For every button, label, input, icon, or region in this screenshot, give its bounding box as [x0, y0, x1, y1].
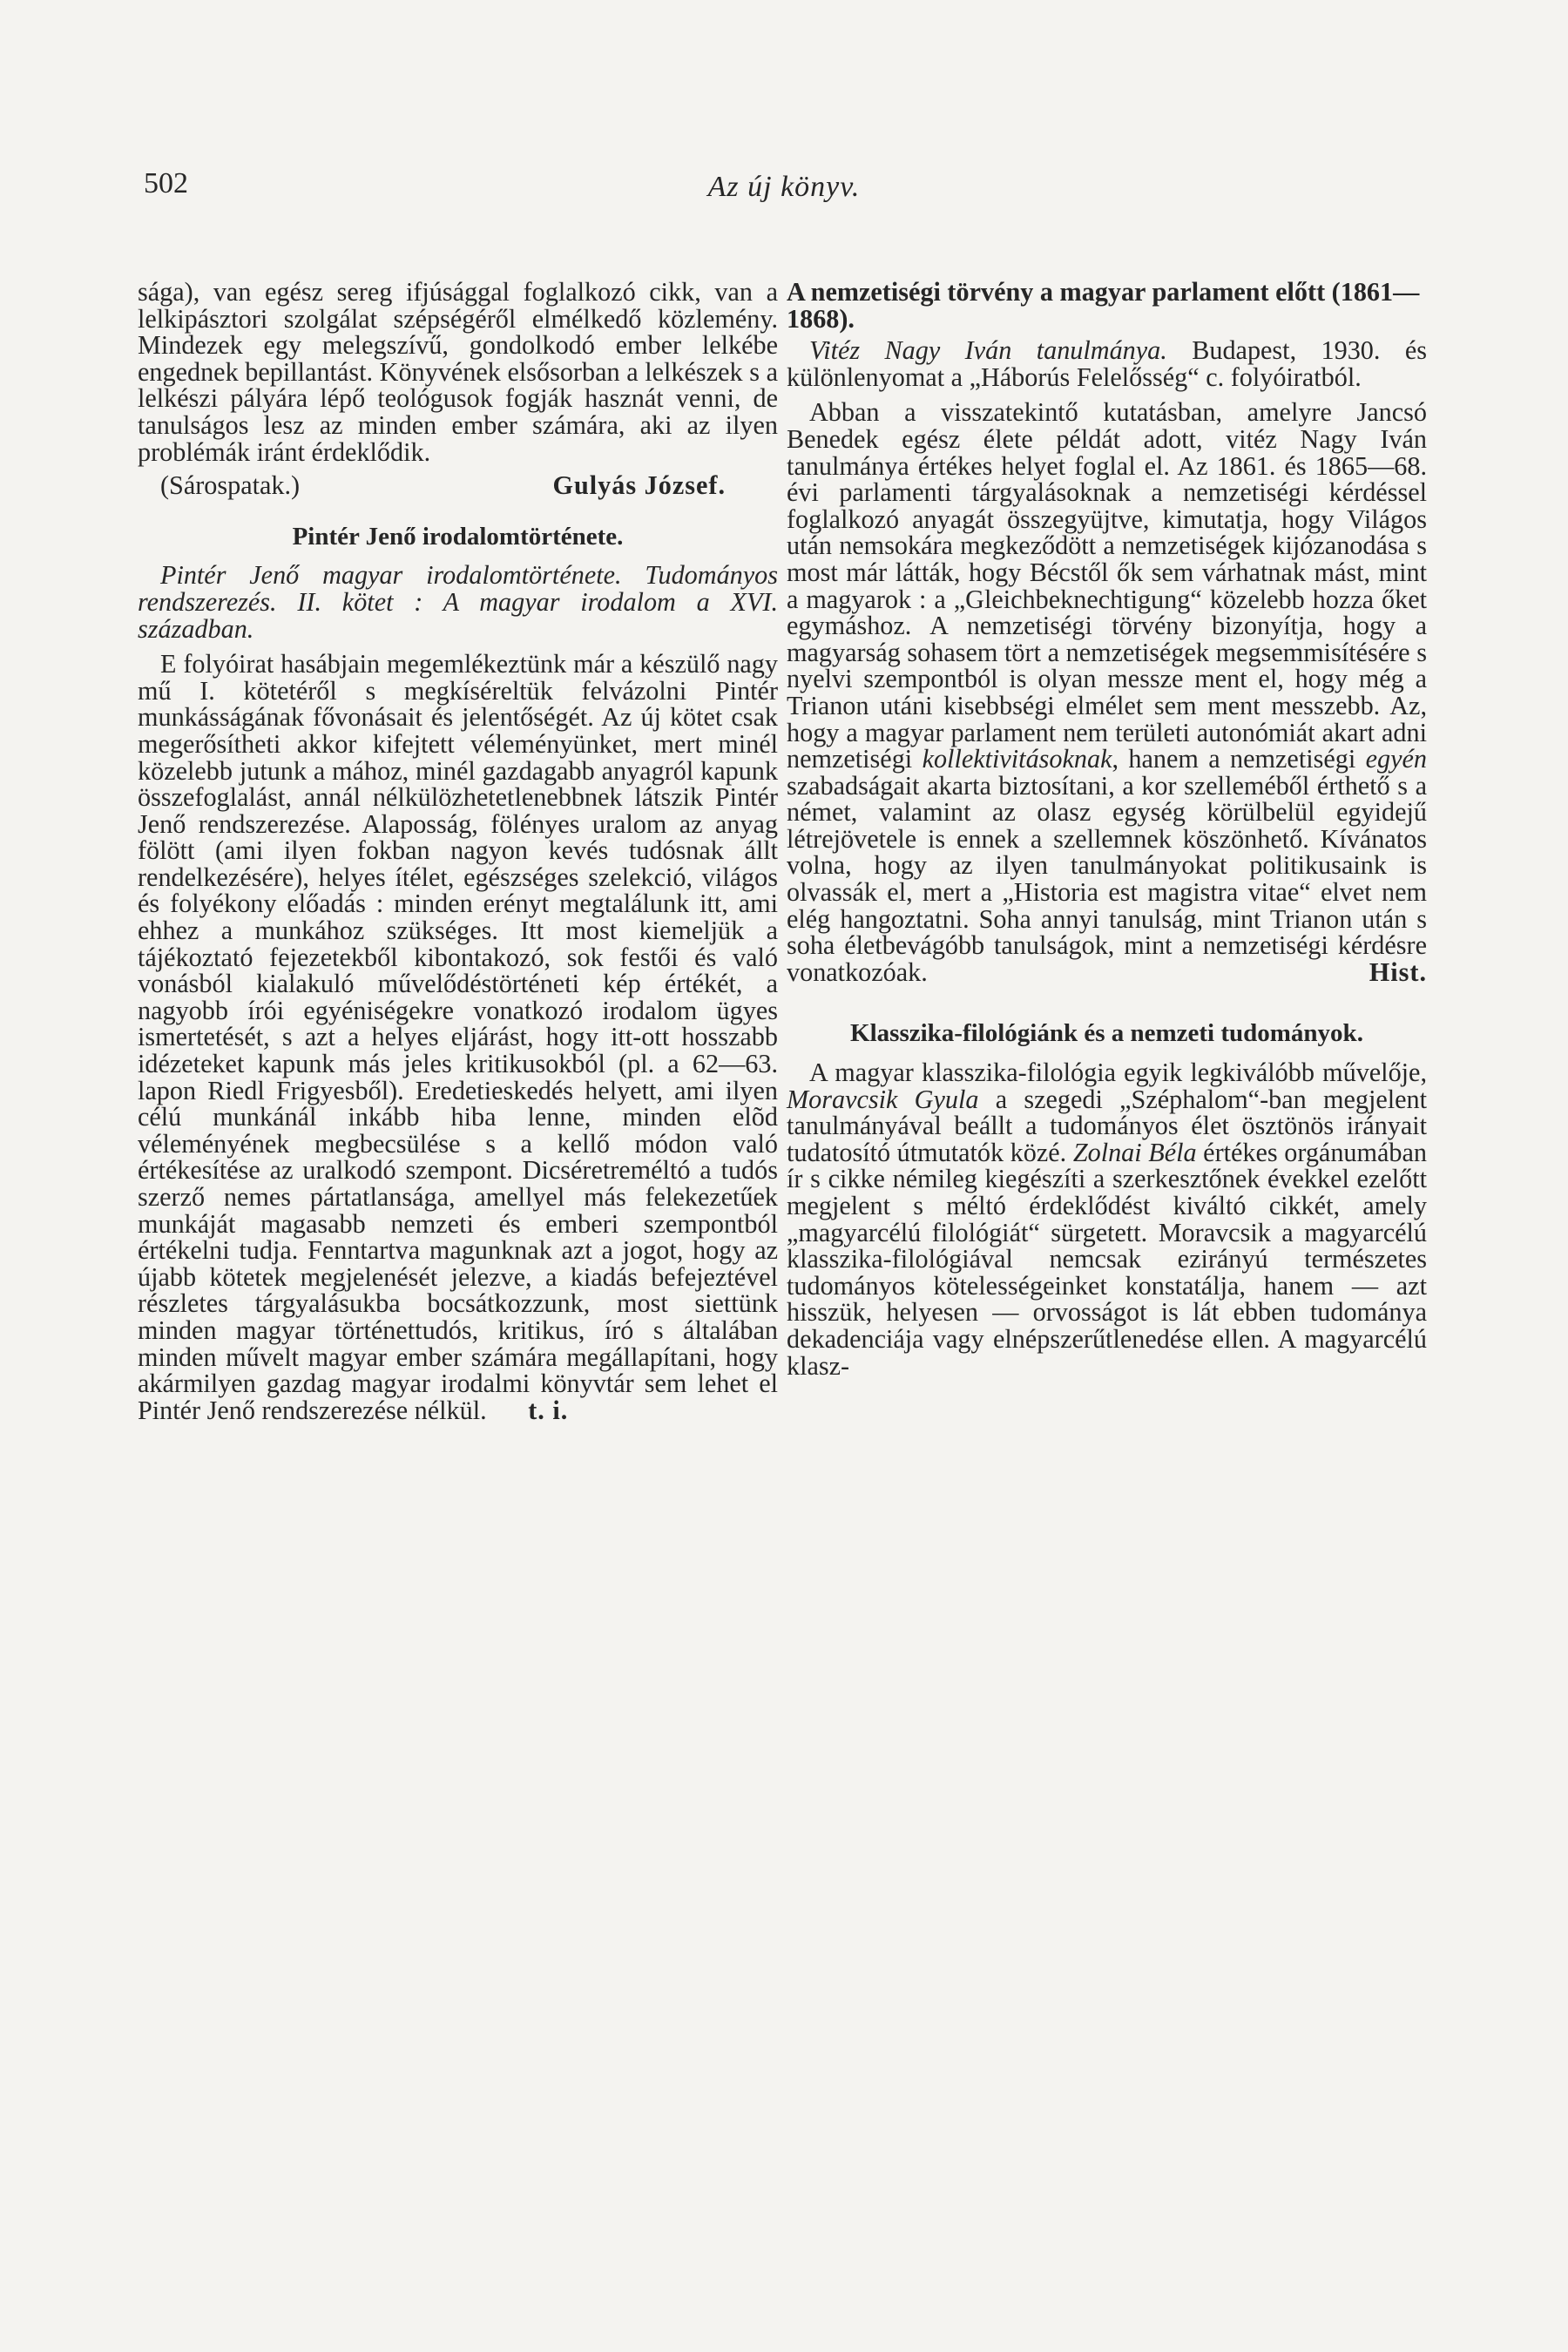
review-nagy-text-2: , hanem a nemzetiségi	[1112, 744, 1356, 774]
bibliography-pinter: Pintér Jenő magyar irodalomtörténete. Tudományos rendszerezés. II. kötet : A magyar irodalom a XVI. században.	[138, 560, 778, 644]
section-heading-klasszika: Klasszika-filológiánk és a nemzeti tudományok.	[850, 1019, 1363, 1048]
right-column	[787, 279, 1427, 1379]
review-continuation-paragraph: sága), van egész sereg ifjúsággal foglalkozó cikk, van a lelkipásztori szolgálat szépségéről elmélkedő közlemény. Mindezek egy melegszívű, gondolkodó ember lelkébe engednek bepillantást. Könyvének elsősorban a lelkészek s a lelkészi pályára lépő teológusok fogják hasznát venni, de tanulságos lesz az minden ember számára, aki az ilyen problémák iránt érdeklődik.	[138, 277, 778, 467]
review-nagy-text-1: Abban a visszatekintő kutatásban, amelyre Jancsó Benedek egész élete példát adott, vitéz Nagy Iván tanulmánya értékes helyet foglal el. Az 1861. és 1865—68. évi parlamenti tárgyalásoknak a nemzetiségi kérdéssel foglalkozó anyagát összegyüjtve, kimutatja, hogy Világos után nemsokára megkeződött a nemzetiségek kijózanodása s most már látták, hogy Bécstől ők sem várhatnak mást, mint a magyarok : a „Gleichbeknechtigung“ közelebb hozza őket egymáshoz. A nemzetiségi törvény bizonyítja, hogy a magyarság sohasem tört a nemzetiségek megsemmisítésére s nyelvi szempontból is olyan messze ment el, hogy még a Trianon utáni kisebbségi elmélet sem ment messzebb. Az, hogy a magyar parlament nem területi autonómiát akart adni nemzetiségi	[787, 397, 1427, 774]
review-place: (Sárospatak.)	[160, 470, 301, 501]
review-nagy-signature: Hist.	[1369, 956, 1427, 987]
review-author: Gulyás József.	[552, 470, 726, 501]
review-signature-line	[138, 472, 778, 499]
bibliography-nagy	[787, 337, 1427, 390]
running-title: Az új könyv.	[707, 171, 861, 203]
section-heading-nemzetisegi: A nemzetiségi törvény a magyar parlament előtt (1861—1868).	[787, 277, 1420, 334]
review-nagy-italic-1: kollektivitásoknak	[922, 744, 1112, 774]
review-nagy-italic-2: egyén	[1365, 744, 1428, 774]
review-klasszika-text-1: A magyar klasszika-filológia egyik legkiválóbb művelője,	[809, 1058, 1427, 1088]
left-column	[138, 279, 778, 1423]
review-pinter-body	[138, 651, 778, 1423]
bibliography-nagy-details: Budapest, 1930. és különlenyomat a „Háborús Felelősség“ c. folyóiratból.	[787, 335, 1428, 392]
review-pinter-text: E folyóirat hasábjain megemlékeztünk már a készülő nagy mű I. kötetéről s megkíséreltük felvázolni Pintér munkásságának fővonásait és jelentőségét. Az új kötet csak megerősítheti akkor kifejtett véleményünket, mert minél közelebb jutunk a mához, minél gazdagabb anyagról kapunk összefoglalást, annál nélkülözhetetlenebbnek látszik Pintér Jenő rendszerezése. Alaposság, fölényes uralom az anyag fölött (ami ilyen fokban nagyon kevés tudósnak állt rendelkezésére), helyes ítélet, egészséges szelekció, világos és folyékony előadás : minden erényt megtalálunk itt, ami ehhez a munkához szükséges. Itt most kiemeljük a tájékoztató fejezetekből kibontakozó, sok festői és való vonásból kialakuló művelődéstörténeti kép értékét, a nagyobb írói egyéniségekre vonatkozó irodalom ügyes ismertetését, s azt a helyes eljárást, hogy itt-ott hosszabb idézeteket kapunk más jeles kritikusokból (pl. a 62—63. lapon Riedl Frigyesből). Eredetieskedés helyett, ami ilyen célú munkánál inkább hiba lenne, minden elõd véleményének megbecsülése s a kellő módon való értékesítése az uralkodó szempont. Dicséretreméltó a tudós szerző nemes pártatlansága, amellyel más felekezetűek munkáját magasabb nemzeti és emberi szempontból értékelni tudja. Fenntartva magunknak azt a jogot, hogy az újabb kötetek megjelenését jelezve, a kiadás befejeztével részletes tárgyalásukba bocsátkozzunk, most siettünk minden magyar történettudós, kritikus, író s általában minden művelt magyar ember számára megállapítani, hogy akármilyen gazdag magyar irodalmi könyvtár sem lehet el Pintér Jenő rendszerezése nélkül.	[138, 649, 778, 1425]
review-pinter-signature: t. i.	[528, 1395, 569, 1425]
section-heading-pinter: Pintér Jenő irodalomtörténete.	[292, 522, 624, 551]
review-nagy-text-3: szabadságait akarta biztosítani, a kor szelleméből érthető s a német, valamint az olasz egység körülbelül egyidejű létrejövetele is ennek a szellemnek köszönhető. Kívánatos volna, hogy az ilyen tanulmányokat politikusaink is olvassák el, mert a „Historia est magistra vitae“ elvet nem elég hangoztatni. Soha annyi tanulság, mint Trianon után s soha életbevágóbb tanulságok, mint a nemzetiségi kérdésre vonatkozóak.	[787, 770, 1427, 987]
review-klasszika-text-3: értékes orgánumában ír s cikke némileg kiegészíti a szerkesztőnek évekkel ezelőtt megjelent s méltó érdeklődést kiváltó cikkét, amely „magyarcélú filológiát“ sürgetett. Moravcsik a magyarcélú klasszika-filológiával nemcsak ezirányú természetes tudományos kötelességeinket konstatálja, hanem — azt hisszük, helyesen — orvosságot is lát ebben tudománya dekadenciája vagy elnépszerűtlenedése ellen. A magyarcélú klasz-	[787, 1137, 1427, 1381]
review-klasszika-body	[787, 1059, 1427, 1379]
bibliography-nagy-title: Vitéz Nagy Iván tanulmánya.	[809, 335, 1167, 366]
review-klasszika-text-2: a szegedi „Széphalom“-ban megjelent tanulmányával beállt a tudományos élet ösztönös irányait tudatosító útmutatók közé.	[787, 1084, 1428, 1167]
page-number: 502	[144, 167, 188, 199]
review-nagy-body	[787, 399, 1427, 985]
review-klasszika-italic-1: Moravcsik Gyula	[787, 1084, 979, 1114]
review-klasszika-italic-2: Zolnai Béla	[1072, 1137, 1197, 1167]
